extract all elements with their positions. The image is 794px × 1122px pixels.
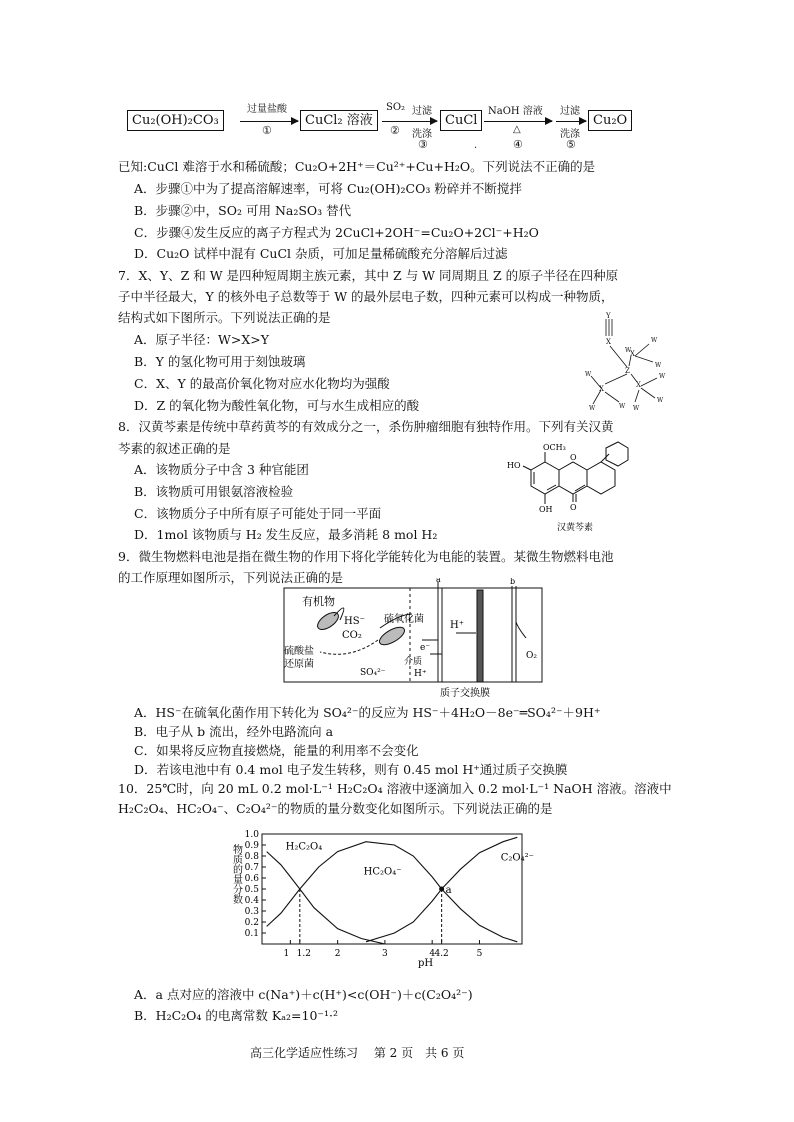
q8-structure-figure	[505, 440, 635, 536]
q7-option-d: D．Z 的氧化物为酸性氧化物，可与水生成相应的酸	[134, 398, 420, 413]
flow-step: ④	[513, 138, 523, 151]
flow-label: 洗涤	[560, 129, 580, 140]
q8-stem-line1: 8．汉黄芩素是传统中草药黄芩的有效成分之一，杀伤肿瘤细胞有独特作用。下列有关汉黄	[118, 419, 614, 434]
series-label: C₂O₄²⁻	[500, 852, 534, 864]
q10-stem-line2: H₂C₂O₄、HC₂O₄⁻、C₂O₄²⁻的物质的量分数变化如图所示。下列说法正确的是	[118, 801, 553, 816]
q8-och3: OCH₃	[543, 443, 566, 452]
point-a	[439, 887, 444, 892]
membrane-label: 质子交换膜	[440, 688, 490, 699]
electrode-a: a	[436, 578, 441, 584]
q10-option-b: B．H₂C₂O₄ 的电离常数 Kₐ₂=10⁻¹·²	[134, 1008, 339, 1023]
y-tick-label: 0.9	[244, 841, 259, 851]
atom-w: W	[625, 347, 632, 354]
chart-xlabel: pH	[418, 958, 434, 969]
q9-option-b: B．电子从 b 流出，经外电路流向 a	[134, 724, 334, 739]
flow-box-cucl: CuCl	[440, 110, 482, 131]
flow-arrow	[556, 121, 586, 122]
q10-option-a: A．a 点对应的溶液中 c(Na⁺)＋c(H⁺)<c(OH⁻)＋c(C₂O₄²⁻)	[134, 987, 473, 1002]
y-tick-label: 0.5	[244, 885, 259, 895]
q8-oh: OH	[539, 505, 553, 514]
q7-structure-figure	[565, 312, 675, 412]
q6-stem: 已知:CuCl 难溶于水和稀硫酸；Cu₂O+2H⁺＝Cu²⁺+Cu+H₂O。下列说法不正确的是	[118, 159, 596, 174]
q7-stem-line3: 结构式如下图所示。下列说法正确的是	[118, 310, 331, 325]
co2-label: CO₂	[342, 630, 362, 641]
q8-ring-o: O	[570, 453, 577, 462]
q8-option-d: D．1mol 该物质与 H₂ 发生反应，最多消耗 8 mol H₂	[134, 527, 438, 542]
organic-label: 有机物	[302, 595, 335, 608]
flow-label: 过滤	[412, 106, 432, 117]
atom-y: Y	[606, 312, 611, 320]
atom-z: Z	[625, 367, 630, 375]
flow-label: 洗涤	[412, 129, 432, 140]
flow-label: 过滤	[560, 106, 580, 117]
srb-label-2: 还原菌	[284, 659, 314, 670]
q8-ho: HO	[507, 461, 521, 470]
x-tick-label: 2	[334, 949, 341, 959]
y-tick-label: 0.3	[244, 907, 259, 917]
q7-option-c: C．X、Y 的最高价氧化物对应水化物均为强酸	[134, 376, 390, 391]
atom-w: W	[633, 405, 640, 412]
electrode-b: b	[510, 578, 516, 586]
q9-option-d: D．若该电池中有 0.4 mol 电子发生转移，则有 0.45 mol H⁺通过质子交换膜	[134, 762, 568, 777]
flow-box-cu2oh2co3: Cu₂(OH)₂CO₃	[127, 110, 224, 131]
electron-label: e⁻	[420, 643, 431, 653]
q7-stem-line2: 子中半径最大，Y 的核外电子总数等于 W 的最外层电子数，四种元素可以构成一种物质，	[118, 289, 614, 304]
flow-label: 过量盐酸	[247, 104, 287, 115]
flow-step: ②	[390, 124, 400, 137]
atom-w: W	[585, 371, 592, 378]
flow-box-cu2o: Cu₂O	[588, 110, 632, 131]
x-tick-label: 1.2	[296, 949, 311, 959]
series-label: HC₂O₄⁻	[363, 866, 402, 878]
hplus2-label: H⁺	[450, 620, 464, 631]
q6-option-d: D．Cu₂O 试样中混有 CuCl 杂质，可加足量稀硫酸充分溶解后过滤	[134, 246, 508, 261]
atom-w: W	[657, 397, 664, 404]
atom-w: W	[655, 362, 662, 369]
atom-x: X	[599, 385, 604, 393]
atom-w: W	[651, 337, 658, 344]
series-line-1	[267, 842, 518, 942]
hplus-label: H⁺	[414, 669, 427, 679]
q9-fuel-cell-figure	[280, 578, 550, 702]
y-tick-label: 0.4	[244, 896, 259, 906]
x-tick-label: 5	[476, 949, 483, 959]
y-tick-label: 0.2	[244, 918, 259, 928]
q8-stem-line2: 芩素的叙述正确的是	[118, 441, 231, 456]
x-tick-label: 1	[283, 949, 290, 959]
flow-arrow	[484, 121, 552, 122]
srb-label-1: 硫酸盐	[284, 646, 314, 657]
q8-option-c: C．该物质分子中所有原子可能处于同一平面	[134, 506, 382, 521]
q8-option-b: B．该物质可用银氨溶液检验	[134, 484, 294, 499]
q7-stem-line1: 7．X、Y、Z 和 W 是四种短周期主族元素，其中 Z 与 W 同周期且 Z 的原子半径在四种原	[118, 268, 619, 283]
flow-arrow	[240, 121, 298, 122]
page-footer: 高三化学适应性练习 第 2 页 共 6 页	[250, 1046, 465, 1060]
y-tick-label: 0.1	[244, 929, 259, 939]
flow-step: ⑤	[566, 138, 576, 151]
q6-option-b: B．步骤②中，SO₂ 可用 Na₂SO₃ 替代	[134, 203, 352, 218]
atom-x: X	[636, 381, 641, 389]
y-tick-label: 1.0	[244, 830, 259, 840]
y-tick-label: 0.7	[244, 863, 259, 873]
so4-label: SO₄²⁻	[360, 668, 386, 678]
sulfur-oxidizing-label: 硫氧化菌	[384, 614, 424, 625]
q9-option-c: C．如果将反应物直接燃烧，能量的利用率不会变化	[134, 743, 419, 758]
q8-caption: 汉黄芩素	[557, 523, 594, 533]
atom-w: W	[589, 405, 596, 412]
chart-ylabel: 物质的量分数	[230, 844, 242, 904]
q8-option-a: A．该物质分子中含 3 种官能团	[134, 462, 309, 477]
q9-stem-line1: 9．微生物燃料电池是指在微生物的作用下将化学能转化为电能的装置。某微生物燃料电池	[118, 549, 614, 564]
x-tick-label: 3	[382, 949, 388, 959]
atom-w: W	[619, 403, 626, 410]
q10-stem-line1: 10．25℃时，向 20 mL 0.2 mol·L⁻¹ H₂C₂O₄ 溶液中逐滴加入 0.2 mol·L⁻¹ NaOH 溶液。溶液中	[118, 781, 672, 796]
q7-option-a: A．原子半径：W>X>Y	[134, 332, 269, 347]
x-tick-label: 4.2	[434, 949, 449, 959]
q9-option-a: A．HS⁻在硫氧化菌作用下转化为 SO₄²⁻的反应为 HS⁻＋4H₂O－8e⁻═SO₄²⁻＋9H⁺	[134, 705, 601, 720]
hs-label: HS⁻	[344, 616, 365, 627]
o2-label: O₂	[526, 651, 537, 661]
medium-label: 介质	[404, 657, 423, 667]
q9-stem-line2: 的工作原理如图所示，下列说法正确的是	[118, 570, 344, 585]
atom-x: X	[606, 338, 611, 346]
flow-dot: .	[474, 140, 478, 151]
y-tick-label: 0.8	[244, 852, 259, 862]
q6-option-c: C．步骤④发生反应的离子方程式为 2CuCl+2OH⁻=Cu₂O+2Cl⁻+H₂O	[134, 225, 539, 240]
y-tick-label: 0.6	[244, 874, 259, 884]
q10-distribution-chart	[222, 826, 562, 974]
q6-option-a: A．步骤①中为了提高溶解速率，可将 Cu₂(OH)₂CO₃ 粉碎并不断搅拌	[134, 181, 522, 196]
atom-w: W	[659, 373, 666, 380]
point-a-label: a	[445, 885, 452, 896]
flow-step: ①	[262, 124, 272, 137]
q8-keto-o: O	[570, 503, 577, 512]
flow-step: ③	[418, 138, 428, 151]
flow-box-cucl2: CuCl₂ 溶液	[300, 110, 378, 131]
flow-arrow	[382, 121, 437, 122]
x-tick-label: 4	[429, 949, 436, 959]
flow-label: NaOH 溶液	[488, 106, 543, 117]
series-label: H₂C₂O₄	[285, 841, 323, 853]
series-line-0	[267, 852, 385, 944]
flow-label: △	[513, 124, 521, 135]
flow-label: SO₂	[386, 102, 406, 113]
q7-option-b: B．Y 的氢化物可用于刻蚀玻璃	[134, 354, 306, 369]
atom-x: X	[630, 350, 635, 358]
